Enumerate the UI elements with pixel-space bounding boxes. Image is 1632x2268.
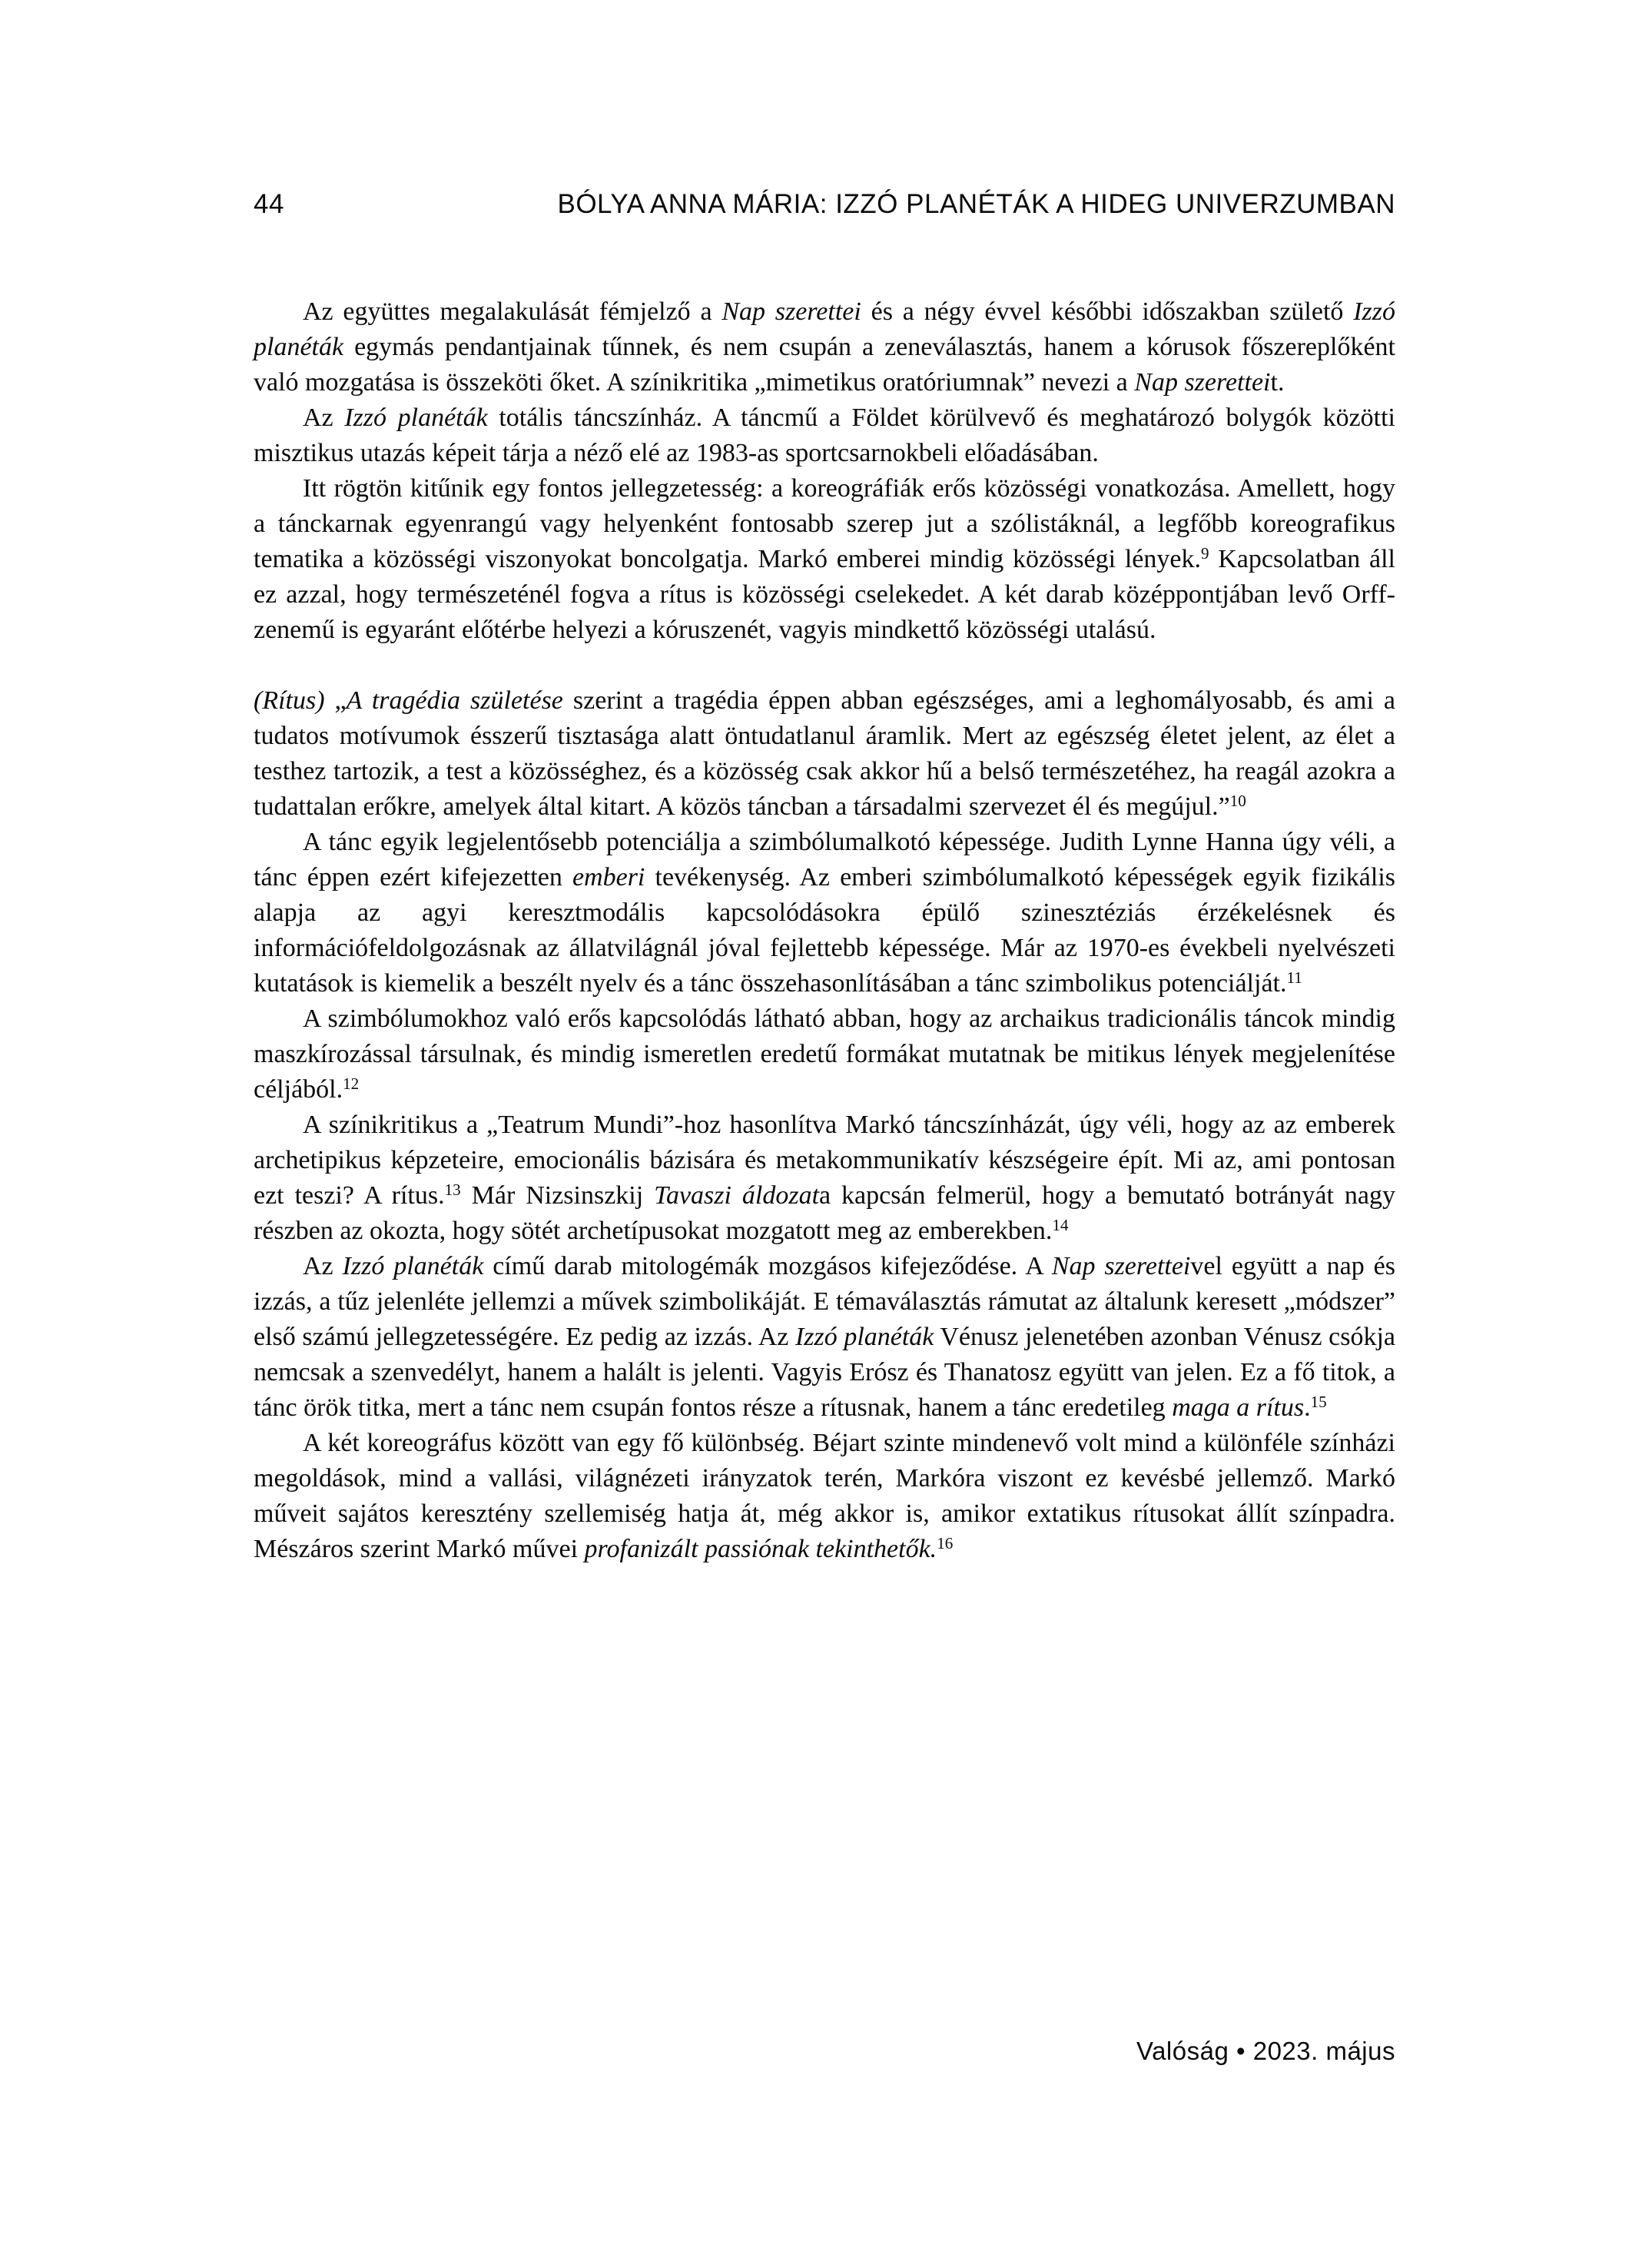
paragraph <box>254 1107 1395 1249</box>
footnote-reference: 16 <box>937 1534 954 1553</box>
text-segment: Már Nizsinszkij <box>460 1181 655 1210</box>
paragraph <box>254 1001 1395 1107</box>
paragraph <box>254 400 1395 471</box>
text-segment: emberi <box>572 863 645 892</box>
text-segment: profanizált passiónak tekinthetők. <box>584 1535 937 1563</box>
text-segment: Nap szerettei <box>721 297 861 326</box>
text-segment: A két koreográfus között van egy fő különbség. Béjart szinte mindenevő volt mind a különféle színházi megoldások, mind a vallási, világnézeti irányzatok terén, Markóra viszont ez kevésbé jellemző. Markó műveit sajátos keresztény szellemiség hatja át, még akkor is, amikor extatikus rítusokat állít színpadra. Mészáros szerint Markó művei <box>254 1429 1395 1563</box>
footnote-reference: 14 <box>1052 1216 1069 1235</box>
text-segment: „ <box>324 686 347 715</box>
paragraph <box>254 683 1395 825</box>
text-segment: című darab mitologémák mozgásos kifejeződése. A <box>483 1252 1052 1280</box>
text-segment: Nap szerettei <box>1051 1252 1191 1280</box>
text-segment: és a négy évvel későbbi időszakban születő <box>861 297 1354 326</box>
text-segment: Izzó planéták <box>254 297 1395 361</box>
text-segment: Vénusz jelenetében azonban Vénusz csókja nemcsak a szenvedélyt, hanem a halált is jelenti. Vagyis Erósz és Thanatosz együtt van jelen. Ez a fő titok, a tánc örök titka, mert a tánc nem csupán fontos része a rítusnak, hanem a tánc eredetileg <box>254 1323 1395 1422</box>
text-segment: Kapcsolatban áll ez azzal, hogy természeténél fogva a rítus is közösségi cselekedet. A két darab középpontjában levő Orff-zenemű is egyaránt előtérbe helyezi a kóruszenét, vagyis mindkettő közösségi utalású. <box>254 545 1395 644</box>
text-segment: szerint a tragédia éppen abban egészséges, ami a leghomályosabb, és ami a tudatos motívumok ésszerű tisztasága alatt öntudatlanul áramlik. Mert az egészség életet jelent, az élet a testhez tartozik, a test a közösséghez, és a közösség csak akkor hű a belső természetéhez, ha reagál azokra a tudattalan erőkre, amelyek által kitart. A közös táncban a társadalmi szervezet él és megújul.” <box>254 686 1396 821</box>
paragraph <box>254 294 1395 400</box>
paragraph <box>254 1426 1395 1567</box>
page-footer: Valóság • 2023. május <box>1136 2037 1395 2065</box>
text-segment: egymás pendantjainak tűnnek, és nem csupán a zeneválasztás, hanem a kórusok főszereplőként való mozgatása is összeköti őket. A színikritika „mimetikus oratóriumnak” nevezi a <box>254 333 1395 397</box>
text-segment: (Rítus) <box>254 686 325 715</box>
footnote-reference: 15 <box>1310 1393 1327 1412</box>
text-segment: A tragédia születése <box>346 686 563 715</box>
text-segment: t. <box>1270 368 1285 397</box>
text-segment: A szimbólumokhoz való erős kapcsolódás látható abban, hogy az archaikus tradicionális táncok mindig maszkírozással társulnak, és mindig ismeretlen eredetű formákat mutatnak be mitikus lények megjelenítése céljából. <box>254 1004 1395 1104</box>
text-segment: A színikritikus a „Teatrum Mundi”-hoz hasonlítva Markó táncszínházát, úgy véli, hogy az az emberek archetipikus képzeteire, emocionális bázisára és metakommunikatív készségeire épít. Mi az, ami pontosan ezt teszi? A rítus. <box>254 1111 1395 1210</box>
text-segment: Nap szerettei <box>1134 368 1271 397</box>
paragraph <box>254 825 1395 1001</box>
text-segment: Izzó planéták <box>342 1252 484 1280</box>
text-segment: Az <box>303 1252 343 1280</box>
paragraph <box>254 1249 1395 1426</box>
text-segment: tevékenység. Az emberi szimbólumalkotó képességek egyik fizikális alapja az agyi keresztmodális kapcsolódásokra épülő szinesztéziás érzékelésnek és információfeldolgozásnak az állatvilágnál jóval fejlettebb képessége. Már az 1970-es évekbeli nyelvészeti kutatások is kiemelik a beszélt nyelv és a tánc összehasonlításában a tánc szimbolikus potenciálját. <box>254 863 1395 998</box>
text-segment: Az együttes megalakulását fémjelző a <box>303 297 722 326</box>
text-segment: Itt rögtön kitűnik egy fontos jellegzetesség: a koreográfiák erős közösségi vonatkozása. Amellett, hogy a tánckarnak egyenrangú vagy helyenként fontosabb szerep jut a szólistáknál, a legfőbb koreografikus tematika a közösségi viszonyokat boncolgatja. Markó emberei mindig közösségi lények. <box>254 474 1395 573</box>
text-segment: Izzó planéták <box>794 1323 934 1351</box>
footnote-reference: 10 <box>1229 792 1246 811</box>
text-segment: maga a rítus <box>1172 1393 1305 1422</box>
footnote-reference: 9 <box>1200 544 1209 563</box>
running-head-title: BÓLYA ANNA MÁRIA: IZZÓ PLANÉTÁK A HIDEG UNIVERZUMBAN <box>557 189 1395 219</box>
article-body <box>254 294 1395 1567</box>
text-segment: Tavaszi áldozat <box>654 1181 820 1210</box>
footnote-reference: 13 <box>444 1180 461 1200</box>
text-segment: a kapcsán felmerül, hogy a bemutató botrányát nagy részben az okozta, hogy sötét archetípusokat mozgatott meg az emberekben. <box>254 1181 1395 1245</box>
text-segment: Izzó planéták <box>344 403 488 432</box>
text-segment: A tánc egyik legjelentősebb potenciálja a szimbólumalkotó képessége. Judith Lynne Hanna úgy véli, a tánc éppen ezért kifejezetten <box>254 828 1395 892</box>
text-segment: . <box>1304 1393 1311 1422</box>
page-number: 44 <box>254 189 284 219</box>
text-segment: totális táncszínház. A táncmű a Földet körülvevő és meghatározó bolygók közötti misztikus utazás képeit tárja a néző elé az 1983-as sportcsarnokbeli előadásában. <box>254 403 1395 467</box>
text-segment: vel együtt a nap és izzás, a tűz jelenléte jellemzi a művek szimbolikáját. E témaválasztás rámutat az általunk keresett „módszer” első számú jellegzetességére. Ez pedig az izzás. Az <box>254 1252 1395 1351</box>
paragraph <box>254 471 1395 648</box>
footnote-reference: 12 <box>343 1074 360 1094</box>
running-head <box>254 189 1395 220</box>
footnote-reference: 11 <box>1286 968 1302 988</box>
text-segment: Az <box>303 403 345 432</box>
